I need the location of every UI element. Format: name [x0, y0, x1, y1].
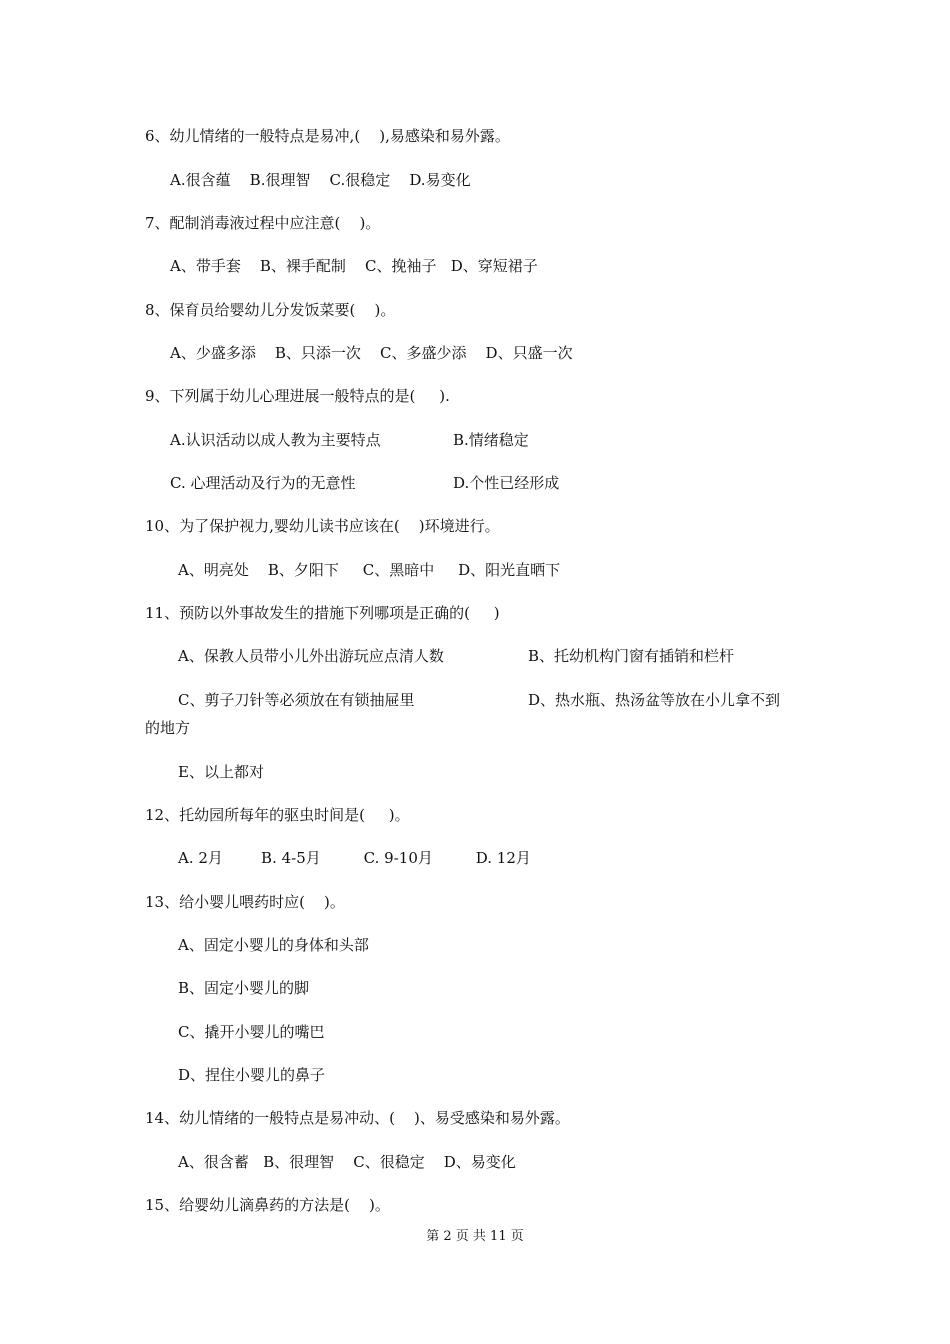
option-13d: D、捏住小婴儿的鼻子 — [178, 1066, 326, 1084]
options-7: A、带手套 B、裸手配制 C、挽袖子 D、穿短裙子 — [170, 257, 538, 275]
page-footer: 第 2 页 共 11 页 — [426, 1229, 524, 1244]
options-8: A、少盛多添 B、只添一次 C、多盛少添 D、只盛一次 — [170, 344, 573, 362]
question-9: 9、下列属于幼儿心理进展一般特点的是( ). — [145, 387, 450, 405]
options-12: A. 2月 B. 4-5月 C. 9-10月 D. 12月 — [178, 849, 531, 867]
question-12: 12、托幼园所每年的驱虫时间是( )。 — [145, 806, 410, 824]
question-10: 10、为了保护视力,婴幼儿读书应该在( )环境进行。 — [145, 517, 500, 535]
option-11d-continuation: 的地方 — [145, 719, 191, 737]
option-9b: B.情绪稳定 — [453, 431, 529, 449]
question-14: 14、幼儿情绪的一般特点是易冲动、( )、易受感染和易外露。 — [145, 1109, 570, 1127]
question-8: 8、保育员给婴幼儿分发饭菜要( )。 — [145, 301, 396, 319]
option-13a: A、固定小婴儿的身体和头部 — [178, 936, 369, 954]
options-10: A、明亮处 B、夕阳下 C、黑暗中 D、阳光直晒下 — [178, 561, 561, 579]
option-9a: A.认识活动以成人教为主要特点 — [170, 431, 381, 449]
option-11c: C、剪子刀针等必须放在有锁抽屉里 — [178, 691, 415, 709]
question-15: 15、给婴幼儿滴鼻药的方法是( )。 — [145, 1196, 390, 1214]
options-14: A、很含蓄 B、很理智 C、很稳定 D、易变化 — [178, 1153, 516, 1171]
option-9d: D.个性已经形成 — [453, 474, 560, 492]
options-6: A.很含蕴 B.很理智 C.很稳定 D.易变化 — [170, 171, 471, 189]
question-13: 13、给小婴儿喂药时应( )。 — [145, 893, 345, 911]
question-11: 11、预防以外事故发生的措施下列哪项是正确的( ) — [145, 604, 500, 622]
question-6: 6、幼儿情绪的一般特点是易冲,( ),易感染和易外露。 — [145, 127, 510, 145]
option-11a: A、保教人员带小儿外出游玩应点清人数 — [178, 647, 444, 665]
option-11d: D、热水瓶、热汤盆等放在小儿拿不到 — [528, 691, 781, 709]
option-13c: C、撬开小婴儿的嘴巴 — [178, 1023, 325, 1041]
option-11b: B、托幼机构门窗有插销和栏杆 — [528, 647, 735, 665]
option-11e: E、以上都对 — [178, 763, 264, 781]
option-9c: C. 心理活动及行为的无意性 — [170, 474, 356, 492]
question-7: 7、配制消毒液过程中应注意( )。 — [145, 214, 381, 232]
option-13b: B、固定小婴儿的脚 — [178, 979, 310, 997]
